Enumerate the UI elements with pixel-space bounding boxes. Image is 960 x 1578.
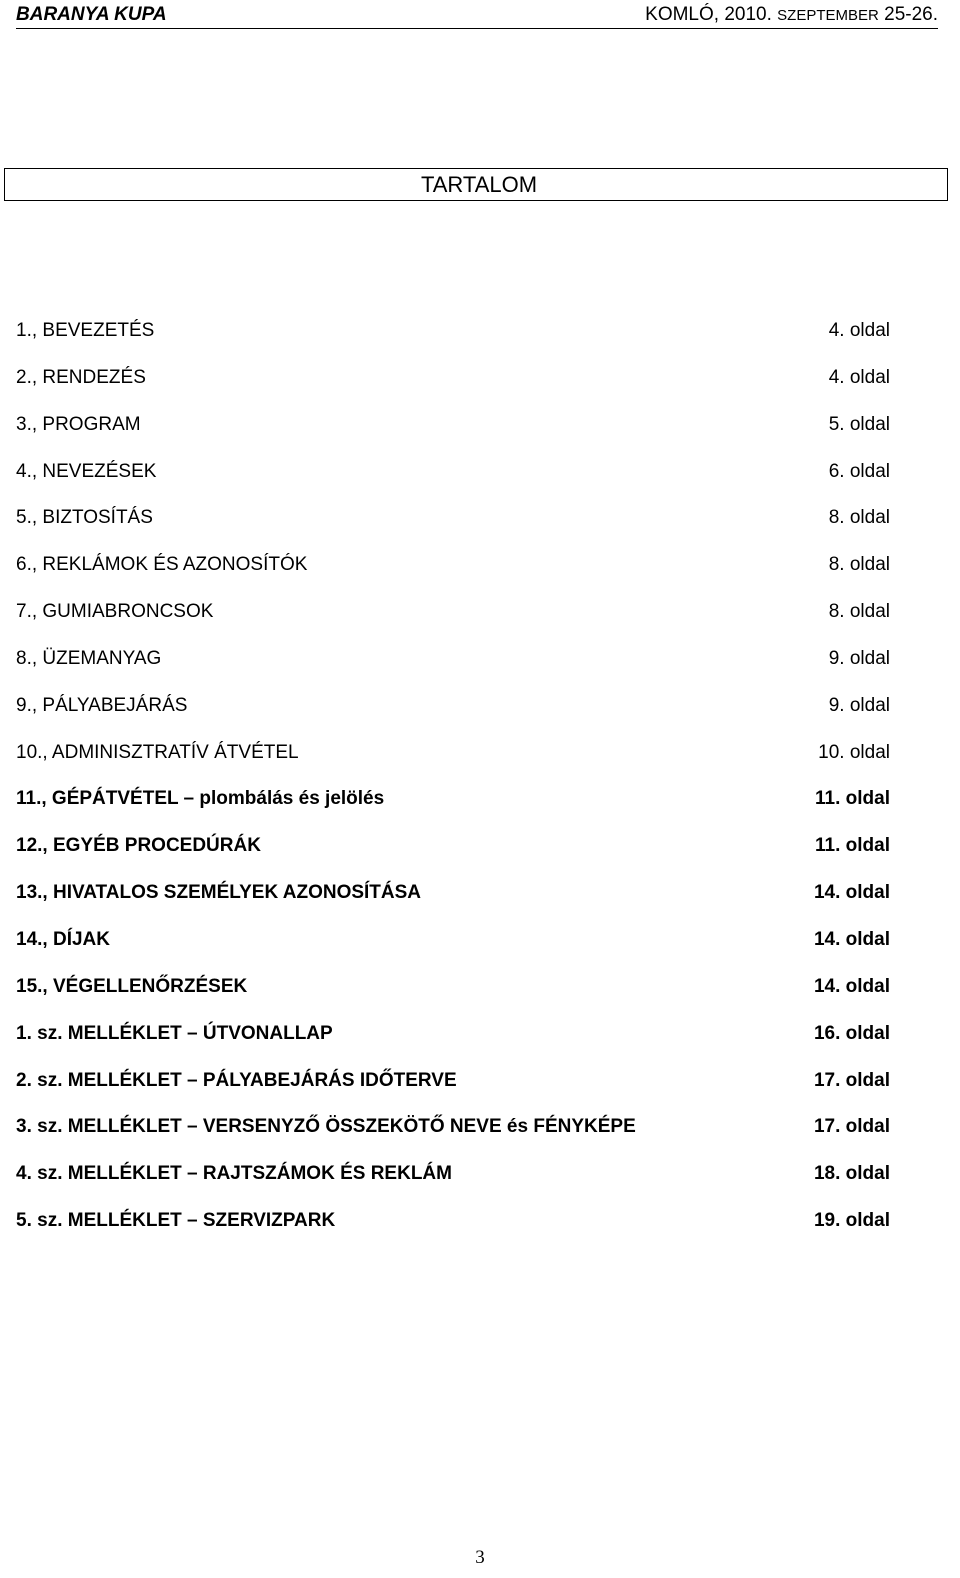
toc-entry-page: 4. oldal	[828, 320, 890, 341]
toc-entry-label: 5. sz. MELLÉKLET – SZERVIZPARK	[16, 1210, 336, 1232]
toc-entry-label: 6., REKLÁMOK ÉS AZONOSÍTÓK	[16, 554, 308, 576]
toc-entry[interactable]	[16, 879, 892, 926]
toc-entry-label: 9., PÁLYABEJÁRÁS	[16, 694, 188, 716]
header-location-year: KOMLÓ, 2010.	[645, 4, 778, 25]
toc-entry[interactable]	[16, 504, 892, 551]
toc-entry[interactable]	[16, 551, 892, 598]
toc-entry-page: 5. oldal	[828, 413, 890, 435]
toc-entry-label: 3., PROGRAM	[16, 413, 141, 435]
toc-entry-label: 10., ADMINISZTRATÍV ÁTVÉTEL	[16, 741, 299, 763]
toc-entry[interactable]	[16, 1020, 892, 1067]
toc-entry-label: 1., BEVEZETÉS	[16, 320, 155, 341]
toc-entry-page: 8. oldal	[828, 601, 890, 623]
toc-entry-page: 16. oldal	[813, 1022, 890, 1044]
header-event-name: BARANYA KUPA	[16, 4, 167, 25]
header-location-date	[645, 4, 938, 27]
header-days: 25-26.	[878, 4, 938, 25]
toc-entry-label: 15., VÉGELLENŐRZÉSEK	[16, 975, 248, 997]
toc-entry-page: 8. oldal	[828, 554, 890, 576]
table-of-contents	[16, 317, 892, 1254]
header-month: SZEPTEMBER	[777, 7, 879, 24]
toc-entry[interactable]	[16, 598, 892, 645]
toc-entry-page: 18. oldal	[813, 1163, 890, 1185]
toc-entry-page: 19. oldal	[813, 1210, 890, 1232]
toc-entry-label: 2., RENDEZÉS	[16, 366, 146, 388]
toc-entry-label: 1. sz. MELLÉKLET – ÚTVONALLAP	[16, 1022, 333, 1044]
toc-entry[interactable]	[16, 926, 892, 973]
toc-entry-label: 4., NEVEZÉSEK	[16, 460, 157, 482]
toc-entry[interactable]	[16, 739, 892, 786]
toc-entry-page: 9. oldal	[828, 647, 890, 669]
toc-entry-page: 8. oldal	[828, 507, 890, 529]
toc-entry-page: 6. oldal	[828, 460, 890, 482]
toc-entry-page: 11. oldal	[815, 835, 890, 857]
toc-entry-label: 11., GÉPÁTVÉTEL – plombálás és jelölés	[16, 788, 385, 810]
toc-entry-page: 9. oldal	[828, 694, 890, 716]
toc-entry[interactable]	[16, 1113, 892, 1160]
toc-entry[interactable]	[16, 458, 892, 505]
page-header	[16, 4, 938, 29]
toc-entry-page: 11. oldal	[815, 788, 890, 810]
toc-entry[interactable]	[16, 692, 892, 739]
toc-entry[interactable]	[16, 645, 892, 692]
toc-entry-label: 13., HIVATALOS SZEMÉLYEK AZONOSÍTÁSA	[16, 882, 422, 904]
toc-entry-label: 5., BIZTOSÍTÁS	[16, 507, 153, 529]
toc-entry-page: 14. oldal	[813, 975, 890, 997]
toc-entry[interactable]	[16, 317, 892, 364]
toc-title-box	[4, 168, 948, 201]
toc-entry-page: 14. oldal	[813, 928, 890, 950]
toc-entry-label: 3. sz. MELLÉKLET – VERSENYZŐ ÖSSZEKÖTŐ NEVE és FÉNYKÉPE	[16, 1116, 636, 1138]
toc-entry[interactable]	[16, 785, 892, 832]
toc-entry-label: 14., DÍJAK	[16, 928, 110, 950]
toc-entry-page: 10. oldal	[818, 741, 890, 763]
toc-entry-label: 2. sz. MELLÉKLET – PÁLYABEJÁRÁS IDŐTERVE	[16, 1069, 457, 1091]
toc-entry-page: 17. oldal	[813, 1116, 890, 1138]
toc-entry[interactable]	[16, 1067, 892, 1114]
toc-title: TARTALOM	[420, 172, 538, 197]
toc-entry-label: 4. sz. MELLÉKLET – RAJTSZÁMOK ÉS REKLÁM	[16, 1163, 452, 1185]
toc-entry-label: 7., GUMIABRONCSOK	[16, 601, 214, 623]
toc-entry[interactable]	[16, 1160, 892, 1207]
page-number: 3	[475, 1547, 485, 1568]
toc-entry[interactable]	[16, 411, 892, 458]
toc-entry-page: 14. oldal	[813, 882, 890, 904]
toc-entry-page: 17. oldal	[813, 1069, 890, 1091]
toc-entry-label: 8., ÜZEMANYAG	[16, 647, 162, 669]
toc-entry-label: 12., EGYÉB PROCEDÚRÁK	[16, 835, 261, 857]
toc-entry-page: 4. oldal	[828, 366, 890, 388]
toc-entry[interactable]	[16, 973, 892, 1020]
toc-entry[interactable]	[16, 832, 892, 879]
toc-entry[interactable]	[16, 1207, 892, 1254]
toc-entry[interactable]	[16, 364, 892, 411]
